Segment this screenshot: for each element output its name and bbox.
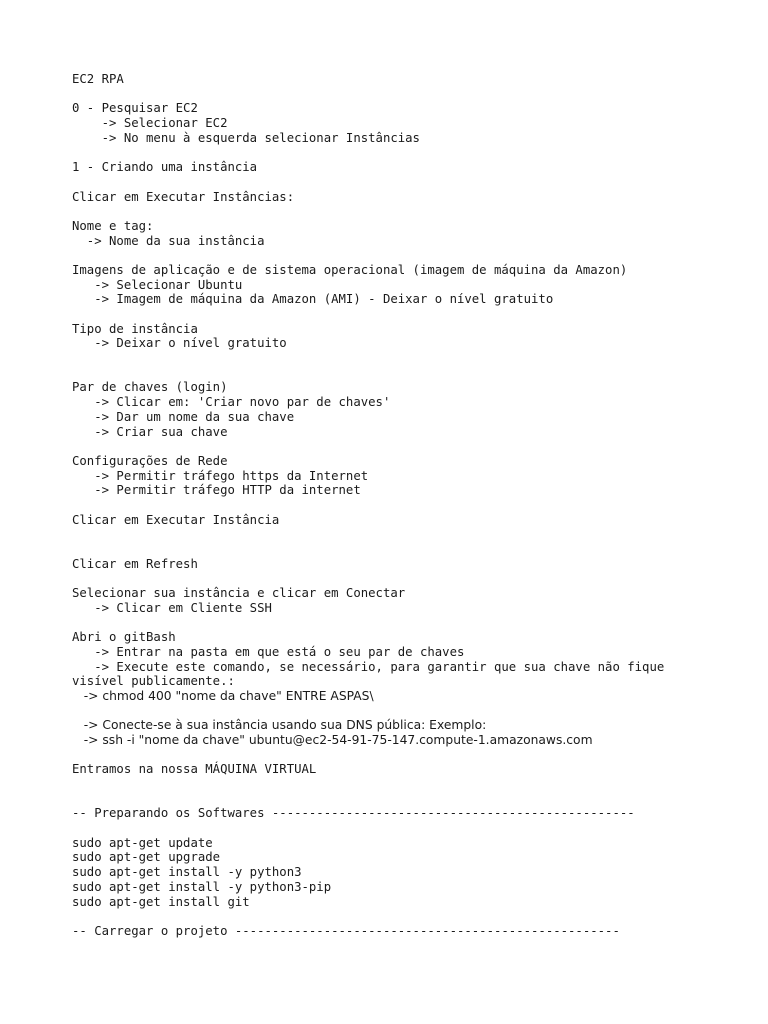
document-line: EC2 RPA — [72, 72, 124, 86]
blank-line — [72, 204, 762, 219]
document-line: -> Permitir tráfego https da Internet — [72, 468, 369, 483]
document-line: Abri o gitBash — [72, 630, 176, 645]
document-line: -- Carregar o projeto ---------------------------------------------------- — [72, 923, 620, 938]
document-line: -> chmod 400 "nome da chave" ENTRE ASPAS\ — [72, 688, 374, 703]
blank-line — [72, 821, 762, 836]
document-line: Selecionar sua instância e clicar em Conectar — [72, 586, 406, 601]
document-line: -> ssh -i "nome da chave" ubuntu@ec2-54-91-75-147.compute-1.amazonaws.com — [72, 732, 593, 747]
blank-line — [72, 527, 762, 542]
blank-line — [72, 542, 762, 557]
blank-line — [72, 87, 762, 102]
document-line: -> Dar um nome da sua chave — [72, 409, 295, 424]
blank-line — [72, 704, 762, 719]
document-line: -> Deixar o nível gratuito — [72, 336, 287, 351]
document-line: -> No menu à esquerda selecionar Instâncias — [72, 130, 420, 145]
blank-line — [72, 366, 762, 381]
document-line: -> Conecte-se à sua instância usando sua DNS pública: Exemplo: — [72, 718, 487, 733]
blank-line — [72, 145, 762, 160]
document-line: Imagens de aplicação e de sistema operacional (imagem de máquina da Amazon) — [72, 262, 628, 277]
blank-line — [72, 615, 762, 630]
document-line: sudo apt-get install -y python3 — [72, 865, 302, 880]
document-line: -> Nome da sua instância — [72, 233, 265, 248]
document-line: sudo apt-get install -y python3-pip — [72, 879, 332, 894]
document-line: -> Criar sua chave — [72, 424, 228, 439]
document-line: -> Imagem de máquina da Amazon (AMI) - Deixar o nível gratuito — [72, 292, 554, 307]
document-line: Clicar em Executar Instâncias: — [72, 189, 295, 204]
blank-line — [72, 777, 762, 792]
document-line: -> Entrar na pasta em que está o seu par de chaves — [72, 644, 465, 659]
blank-line — [72, 439, 762, 454]
document-line: -> Selecionar Ubuntu — [72, 277, 243, 292]
blank-line — [72, 175, 762, 190]
blank-line — [72, 571, 762, 586]
blank-line — [72, 248, 762, 263]
document-line: Configurações de Rede — [72, 453, 228, 468]
document-line: 0 - Pesquisar EC2 — [72, 101, 198, 116]
document-line: -> Selecionar EC2 — [72, 116, 228, 131]
document-line: Tipo de instância — [72, 321, 198, 336]
blank-line — [72, 748, 762, 763]
document-page — [72, 72, 762, 939]
document-line: sudo apt-get update — [72, 835, 213, 850]
document-line: sudo apt-get upgrade — [72, 850, 221, 865]
document-line: Nome e tag: — [72, 218, 154, 233]
document-line: -> Execute este comando, se necessário, para garantir que sua chave não fique — [72, 659, 665, 674]
document-line: Clicar em Executar Instância — [72, 512, 280, 527]
blank-line — [72, 909, 762, 924]
document-line: sudo apt-get install git — [72, 894, 250, 909]
document-line: -> Clicar em: 'Criar novo par de chaves' — [72, 395, 391, 410]
document-line: visível publicamente.: — [72, 674, 235, 689]
document-line: -> Clicar em Cliente SSH — [72, 600, 272, 615]
document-line: Clicar em Refresh — [72, 556, 198, 571]
blank-line — [72, 498, 762, 513]
document-line: Par de chaves (login) — [72, 380, 228, 395]
document-line: 1 - Criando uma instância — [72, 160, 258, 175]
document-line: -- Preparando os Softwares ------------------------------------------------- — [72, 806, 635, 821]
document-line: -> Permitir tráfego HTTP da internet — [72, 483, 361, 498]
blank-line — [72, 351, 762, 366]
blank-line — [72, 792, 762, 807]
blank-line — [72, 307, 762, 322]
document-line: Entramos na nossa MÁQUINA VIRTUAL — [72, 762, 317, 777]
